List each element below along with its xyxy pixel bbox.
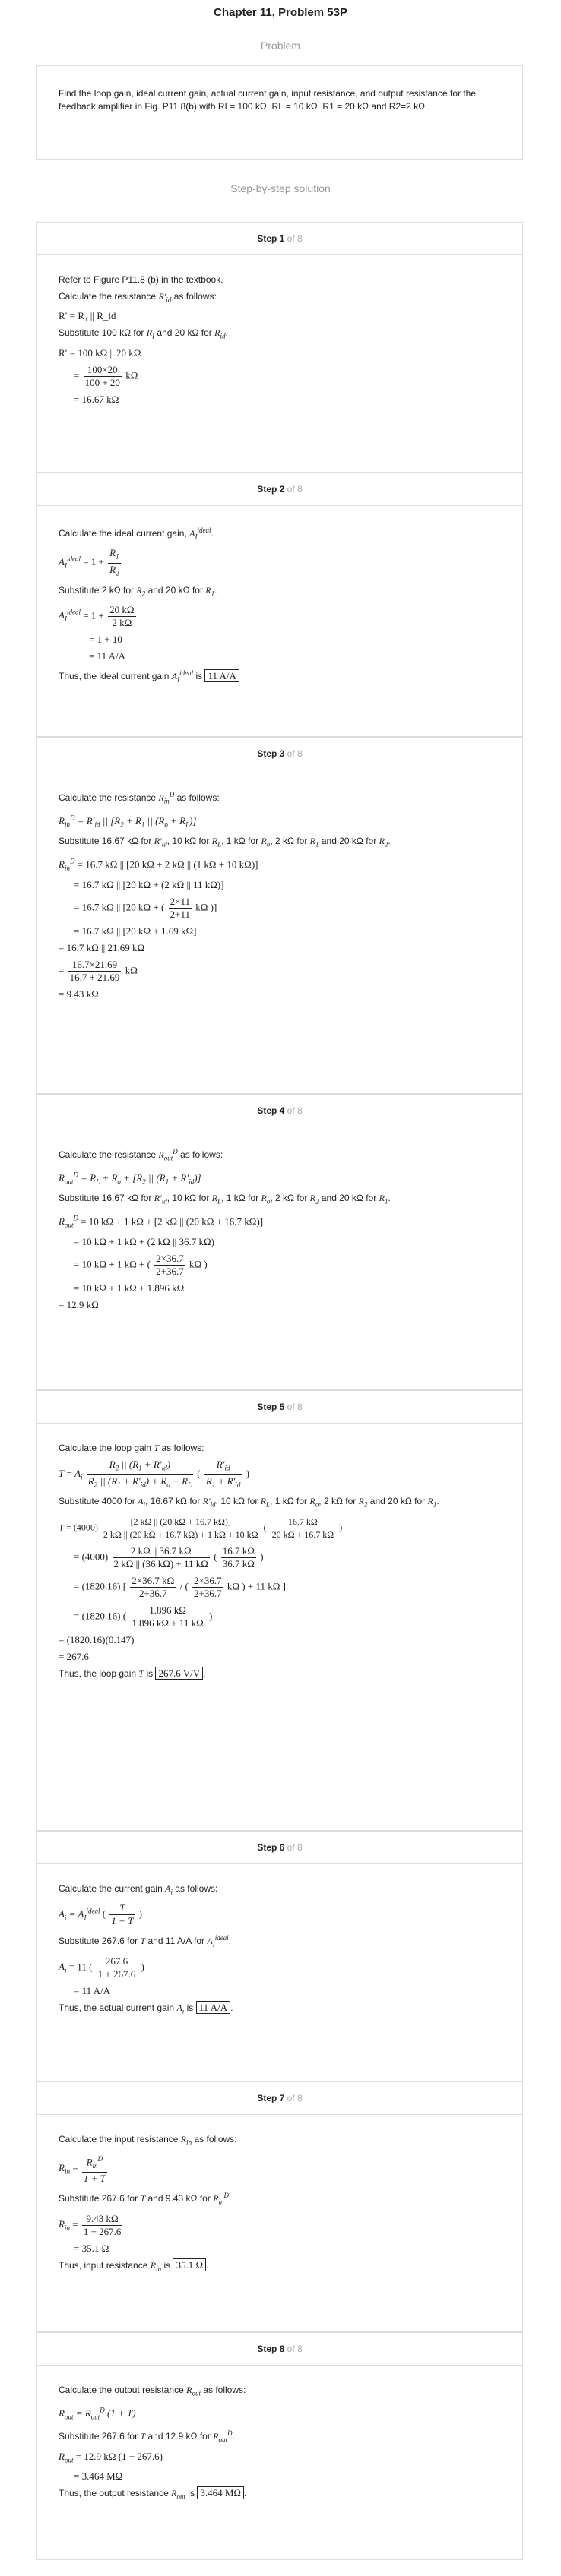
step-header: Step 5 of 8 bbox=[257, 1402, 303, 1412]
equation: $R_{out} = R_{out}^D$ (1 + T) bbox=[59, 2406, 136, 2421]
equation: = 16.67 kΩ bbox=[74, 393, 119, 405]
equation: = (4000) $\frac{2 k\Omega || 36.7 k\Omega}{2 k\Omega || (36 k\Omega) + 11 k\Omega}$ ( $\frac{16.7 k\Omega}{36.7 k\Omega}$ ) bbox=[74, 1544, 264, 1569]
equation: = 11 A/A bbox=[89, 650, 126, 662]
problem-label: Problem bbox=[260, 40, 301, 52]
equation: $R_{out}^D = R_L + R_o + [R_2$ || $(R_1 + R'_{id})$] bbox=[59, 1171, 201, 1186]
answer-box: 11 A/A bbox=[196, 2001, 230, 2014]
step-header: Step 1 of 8 bbox=[257, 233, 303, 244]
step-header: Step 4 of 8 bbox=[257, 1105, 303, 1116]
equation: = 10 kΩ + 1 kΩ + 1.896 kΩ bbox=[74, 1282, 185, 1294]
equation: $T = A_i$ $\frac{R_2 || (R_1 + R'_{id})}{R_2 || (R_1 + R'_{id}) + R_o + R_L}$ ( $\frac{R'_{id}}{R_1 + R'_{id}}$ ) bbox=[59, 1459, 249, 1489]
equation: $A_I^{ideal} = 1$ + $\frac{20 k\Omega}{2 k\Omega}$ bbox=[59, 603, 135, 628]
equation: = $\frac{16.7\times 21.69}{16.7 + 21.69}$ kΩ bbox=[59, 958, 138, 983]
equation: $A_i = 11$ ( $\frac{267.6}{1 + 267.6}$ ) bbox=[59, 1955, 144, 1980]
equation: = 10 kΩ + 1 kΩ + (2 kΩ || 36.7 kΩ) bbox=[74, 1235, 215, 1247]
problem-card bbox=[36, 65, 523, 160]
equation: R′ = R₁ || R_id bbox=[59, 310, 116, 322]
equation: $R_{in}$ = $\frac{9.43 k\Omega}{1 + 267.6}$ bbox=[59, 2212, 122, 2237]
equation: = 10 kΩ + 1 kΩ + ( $\frac{2\times 36.7}{2+36.7}$ kΩ ) bbox=[74, 1252, 208, 1277]
step-header: Step 6 of 8 bbox=[257, 1842, 303, 1853]
equation: $A_I^{ideal} = 1$ + $\frac{R_1}{R_2}$ bbox=[59, 547, 119, 577]
equation: = 3.464 MΩ bbox=[74, 2470, 123, 2483]
step-3: Step 3 of 8 Calculate the resistance $R_{in}^D$ as follows: $R_{in}^D = R'_{id}$ || [$R_2 + R_1$ || $(R_o + R_L)$] Substitute 16.67 kΩ for $R'_{id}$, 10 kΩ for $R_L$, 1 kΩ for $R_o$, 2 kΩ for $R_1$ and 20 kΩ for $R_2$. $R_{in}^D = 16.7$ kΩ || [20 kΩ + 2 kΩ || (1 kΩ + 10 kΩ)] = 16.7 kΩ || [20 kΩ + (2 kΩ || 11 kΩ)] = 16.7 kΩ || [20 kΩ + ( $\frac{2\times 11}{2+11}$ kΩ )] = 16.7 kΩ || [20 kΩ + 1.69 kΩ] = 16.7 kΩ || 21.69 kΩ = $\frac{16.7\times 21.69}{16.7 + 21.69}$ kΩ = 9.43 kΩ bbox=[36, 737, 523, 1094]
answer-box: 3.464 MΩ bbox=[197, 2486, 244, 2499]
equation: = $\frac{100\times 20}{100 + 20}$ kΩ bbox=[74, 363, 138, 388]
equation: = 1 + 10 bbox=[89, 633, 122, 645]
equation: = 11 A/A bbox=[74, 1984, 111, 1996]
step-7: Step 7 of 8 Calculate the input resistance $R_{in}$ as follows: $R_{in}$ = $\frac{R_{in}^D}{1 + T}$ Substitute 267.6 for T and 9.43 kΩ for $R_{in}^D$. $R_{in}$ = $\frac{9.43 k\Omega}{1 + 267.6}$ = 35.1 Ω Thus, input resistance $R_{in}$ is 35.1 Ω . bbox=[36, 2081, 523, 2332]
equation: = 267.6 bbox=[59, 1650, 89, 1662]
answer-box: 35.1 Ω bbox=[173, 2258, 206, 2271]
step-header: Step 3 of 8 bbox=[257, 748, 303, 759]
equation: = (1820.16) [ $\frac{2\times 36.7 k\Omega}{2+36.7}$ / ( $\frac{2\times 36.7}{2+36.7}$ kΩ ) + 11 kΩ ] bbox=[74, 1574, 286, 1599]
equation: $R_{in}$ = $\frac{R_{in}^D}{1 + T}$ bbox=[59, 2153, 501, 2185]
answer-box: 267.6 V/V bbox=[155, 1667, 203, 1680]
equation: = 16.7 kΩ || 21.69 kΩ bbox=[59, 941, 145, 953]
step-header: Step 2 of 8 bbox=[257, 484, 303, 495]
equation: $R_{in}^D = R'_{id}$ || [$R_2 + R_1$ || $(R_o + R_L)$] bbox=[59, 814, 197, 829]
equation: $A_i = A_I^{ideal}$ ( $\frac{T}{1 + T}$ ) bbox=[59, 1902, 142, 1927]
problem-text: Find the loop gain, ideal current gain, actual current gain, input resistance, and output resistance for the feedback amplifier in Fig. P11.8(b) with RI = 100 kΩ, RL = 10 kΩ, R1 = 20 kΩ and R2=2 kΩ. bbox=[59, 88, 476, 112]
step-6: Step 6 of 8 Calculate the current gain $A_i$ as follows: $A_i = A_I^{ideal}$ ( $\frac{T}{1 + T}$ ) Substitute 267.6 for T and 11 A/A for $A_I^{ideal}$. $A_i = 11$ ( $\frac{267.6}{1 + 267.6}$ ) = 11 A/A Thus, the actual current gain $A_i$ is 11 A/A . bbox=[36, 1831, 523, 2081]
equation: $R_{in}^D = 16.7$ kΩ || [20 kΩ + 2 kΩ || (1 kΩ + 10 kΩ)] bbox=[59, 857, 258, 872]
equation: = 12.9 kΩ bbox=[59, 1298, 99, 1310]
equation: $R_{out}^D = 10$ kΩ + 1 kΩ + [2 kΩ || (20 kΩ + 16.7 kΩ)] bbox=[59, 1214, 264, 1229]
equation: = 16.7 kΩ || [20 kΩ + ( $\frac{2\times 11}{2+11}$ kΩ )] bbox=[74, 895, 217, 920]
solution-label: Step-by-step solution bbox=[230, 182, 331, 194]
equation: = (1820.16)(0.147) bbox=[59, 1633, 135, 1645]
equation: = 16.7 kΩ || [20 kΩ + (2 kΩ || 11 kΩ)] bbox=[74, 878, 224, 890]
equation: = 16.7 kΩ || [20 kΩ + 1.69 kΩ] bbox=[74, 925, 197, 937]
step-1: Step 1 of 8 Refer to Figure P11.8 (b) in the textbook. Calculate the resistance $R'_{id}$ as follows: R′ = R₁ || R_id Substitute 100 kΩ for $R_I$ and 20 kΩ for $R_{id}$. R′ = 100 kΩ || 20 kΩ = $\frac{100\times 20}{100 + 20}$ kΩ = 16.67 kΩ bbox=[36, 222, 523, 473]
step-8: Step 8 of 8 Calculate the output resistance $R_{out}$ as follows: $R_{out} = R_{out}^D$ (1 + T) Substitute 267.6 for T and 12.9 kΩ for $R_{out}^D$. $R_{out} = 12.9$ kΩ (1 + 267.6) = 3.464 MΩ Thus, the output resistance $R_{out}$ is 3.464 MΩ . bbox=[36, 2332, 523, 2560]
step-2: Step 2 of 8 Calculate the ideal current gain, $A_I^{ideal}$. $A_I^{ideal} = 1$ + $\frac{R_1}{R_2}$ Substitute 2 kΩ for $R_2$ and 20 kΩ for $R_1$. $A_I^{ideal} = 1$ + $\frac{20 k\Omega}{2 k\Omega}$ = 1 + 10 = 11 A/A Thus, the ideal current gain $A_I^{ideal}$ is 11 A/A bbox=[36, 473, 523, 737]
equation: R′ = 100 kΩ || 20 kΩ bbox=[59, 346, 141, 359]
equation: T = (4000) $\frac{[2 k\Omega || (20 k\Omega + 16.7 k\Omega)]}{2 k\Omega || (20 k\Omega + 16.7 k\Omega) + 1 k\Omega + 10 k\Omega}$ ( $\frac{16.7 k\Omega}{20 k\Omega + 16.7 k\Omega}$ ) bbox=[59, 1516, 343, 1540]
answer-box: 11 A/A bbox=[204, 669, 239, 682]
step-header: Step 7 of 8 bbox=[257, 2093, 303, 2103]
equation: = 35.1 Ω bbox=[74, 2242, 109, 2254]
equation: $R_{out} = 12.9$ kΩ (1 + 267.6) bbox=[59, 2450, 163, 2464]
step-header: Step 8 of 8 bbox=[257, 2344, 303, 2354]
step-4: Step 4 of 8 Calculate the resistance $R_{out}^D$ as follows: $R_{out}^D = R_L + R_o + [R_2$ || $(R_1 + R'_{id})$] Substitute 16.67 kΩ for $R'_{id}$, 10 kΩ for $R_L$, 1 kΩ for $R_o$, 2 kΩ for $R_2$ and 20 kΩ for $R_1$. $R_{out}^D = 10$ kΩ + 1 kΩ + [2 kΩ || (20 kΩ + 16.7 kΩ)] = 10 kΩ + 1 kΩ + (2 kΩ || 36.7 kΩ) = 10 kΩ + 1 kΩ + ( $\frac{2\times 36.7}{2+36.7}$ kΩ ) = 10 kΩ + 1 kΩ + 1.896 kΩ = 12.9 kΩ bbox=[36, 1094, 523, 1390]
step-text: Refer to Figure P11.8 (b) in the textbook. bbox=[59, 274, 223, 285]
page-title: Chapter 11, Problem 53P bbox=[214, 6, 347, 19]
equation: = 9.43 kΩ bbox=[59, 988, 99, 1000]
step-5: Step 5 of 8 Calculate the loop gain T as follows: $T = A_i$ $\frac{R_2 || (R_1 + R'_{id})}{R_2 || (R_1 + R'_{id}) + R_o + R_L}$ ( $\frac{R'_{id}}{R_1 + R'_{id}}$ ) Substitute 4000 for $A_i$, 16.67 kΩ for $R'_{id}$, 10 kΩ for $R_L$, 1 kΩ for $R_o$, 2 kΩ for $R_2$ and 20 kΩ for $R_1$. T = (4000) $\frac{[2 k\Omega || (20 k\Omega + 16.7 k\Omega)]}{2 k\Omega || (20 k\Omega + 16.7 k\Omega) + 1 k\Omega + 10 k\Omega}$ ( $\frac{16.7 k\Omega}{20 k\Omega + 16.7 k\Omega}$ ) = (4000) $\frac{2 k\Omega || 36.7 k\Omega}{2 k\Omega || (36 k\Omega) + 11 k\Omega}$ ( $\frac{16.7 k\Omega}{36.7 k\Omega}$ ) = (1820.16) [ $\frac{2\times 36.7 k\Omega}{2+36.7}$ / ( $\frac{2\times 36.7}{2+36.7}$ kΩ ) + 11 kΩ ] = (1820.16) ( $\frac{1.896 k\Omega}{1.896 k\Omega + 11 k\Omega}$ ) = (1820.16)(0.147) = 267.6 Thus, the loop gain T is 267.6 V/V . bbox=[36, 1390, 523, 1831]
equation: = (1820.16) ( $\frac{1.896 k\Omega}{1.896 k\Omega + 11 k\Omega}$ ) bbox=[74, 1604, 213, 1629]
